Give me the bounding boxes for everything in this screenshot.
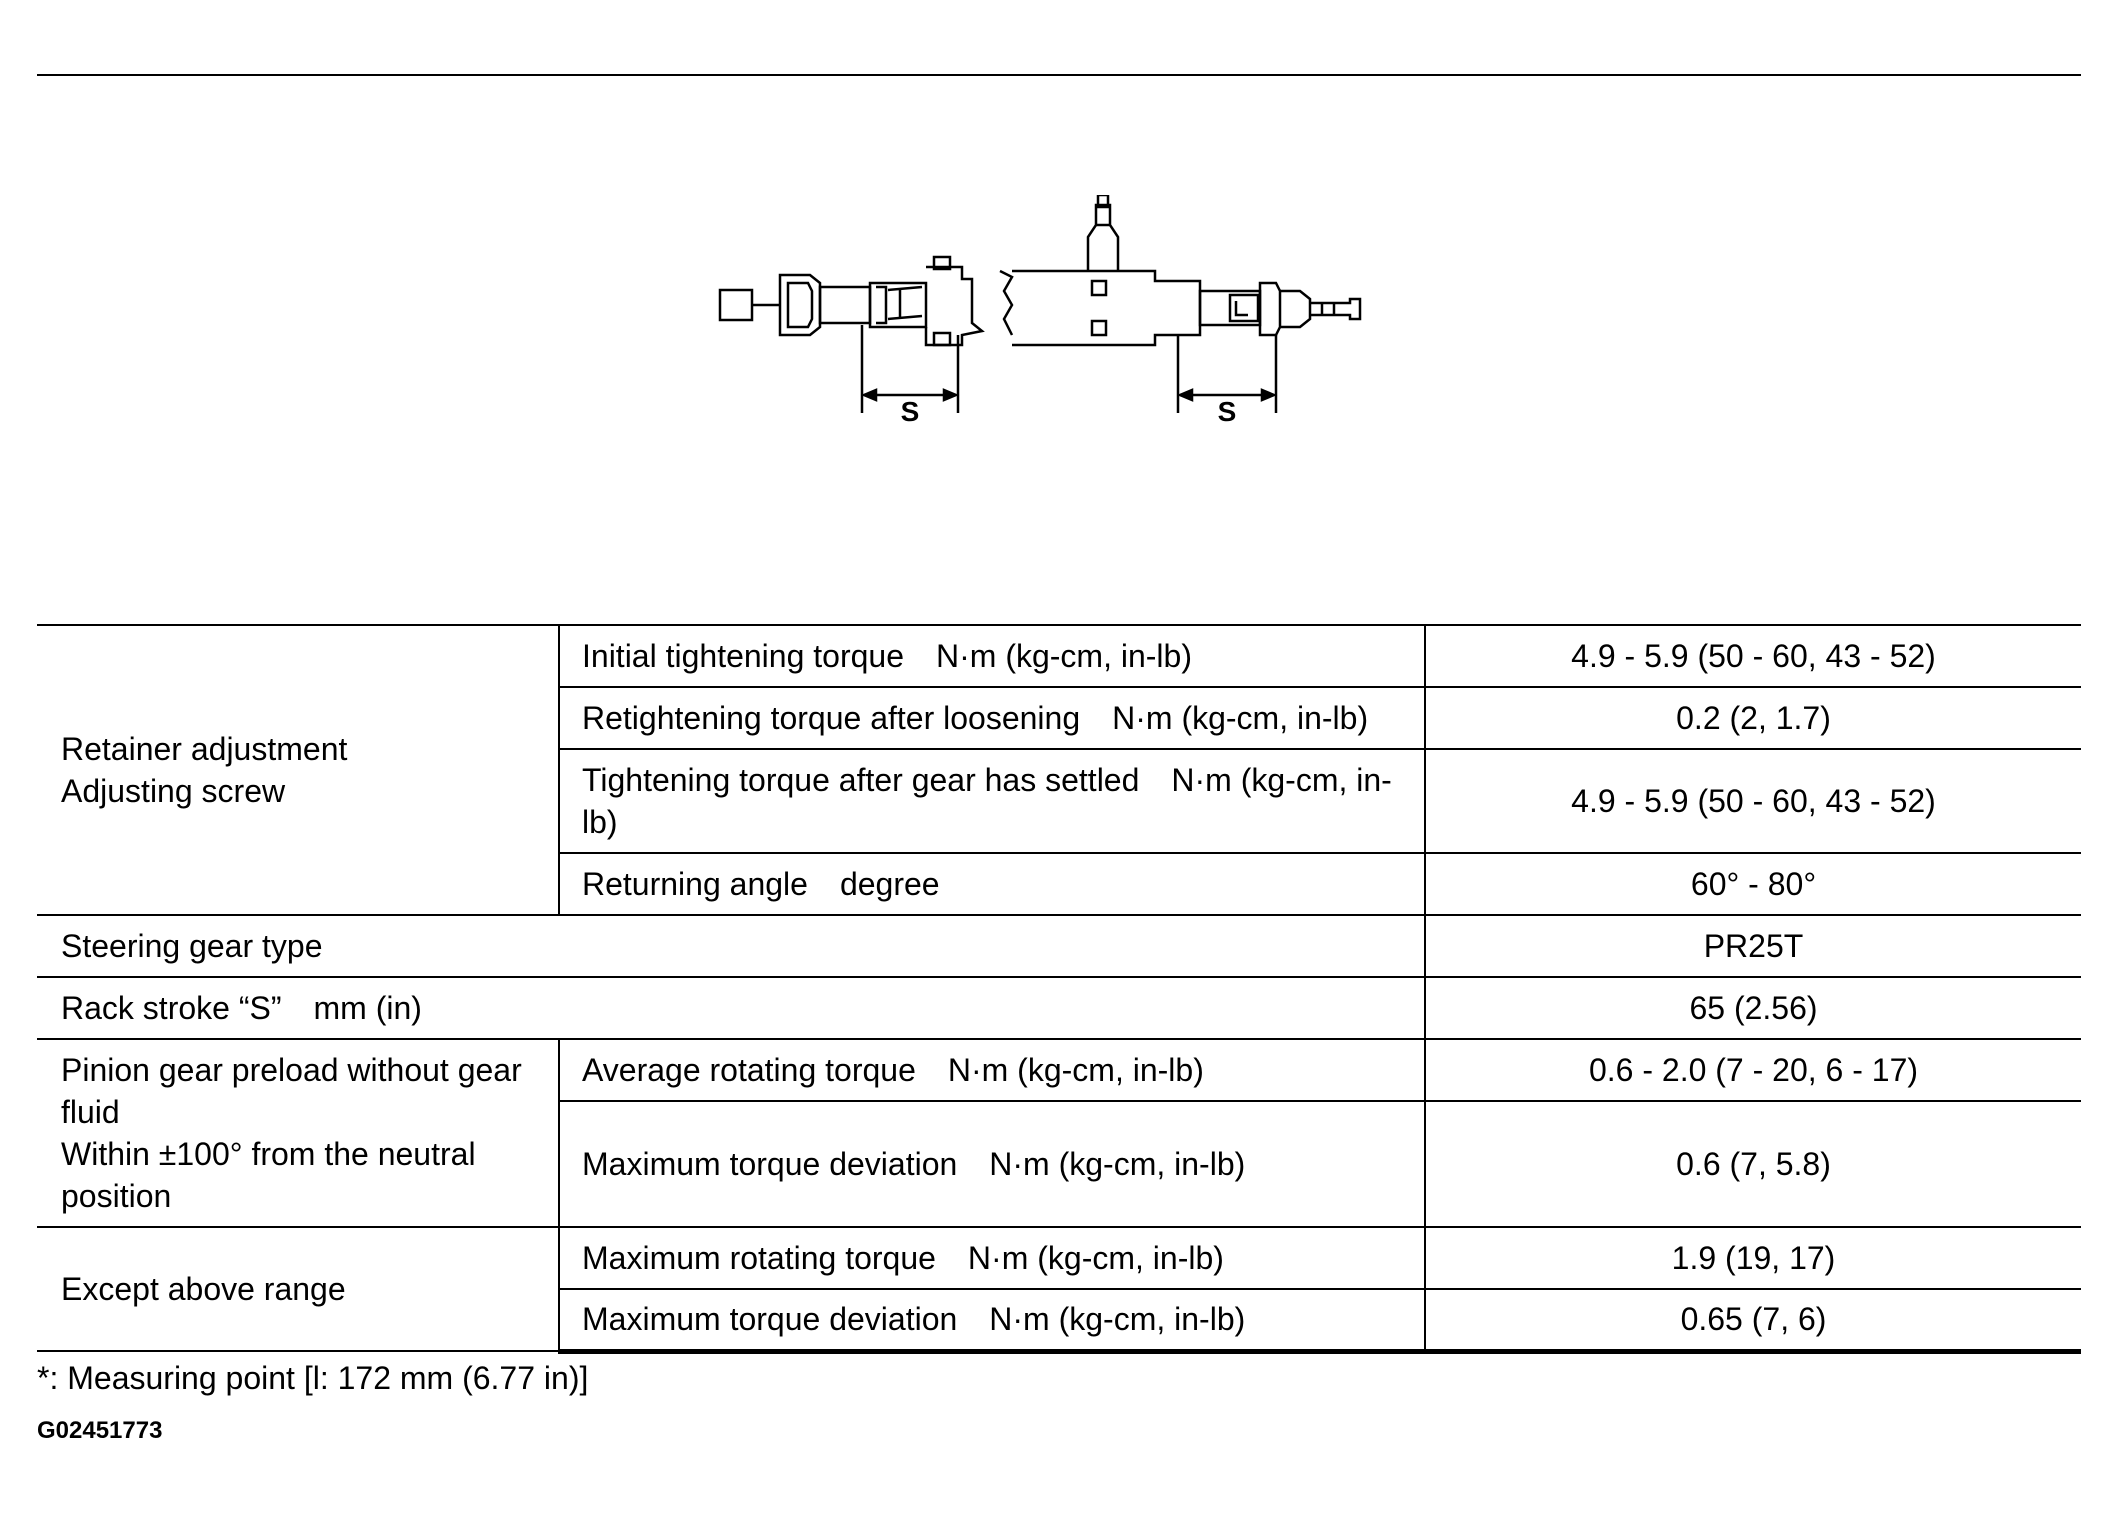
table-row [37,915,2081,977]
value-cell: 0.65 (7, 6) [1425,1289,2081,1351]
dimension-label-left: S [900,396,920,427]
specification-table [37,624,2081,1354]
figure-id: G02451773 [37,1417,163,1444]
group-label-cell: Retainer adjustment Adjusting screw [37,625,559,915]
value-cell: 4.9 - 5.9 (50 - 60, 43 - 52) [1425,625,2081,687]
value-cell: 0.6 - 2.0 (7 - 20, 6 - 17) [1425,1039,2081,1101]
item-label-cell: Returning angle degree [559,853,1425,915]
item-label-cell: Tightening torque after gear has settled N·m (kg-cm, in-lb) [559,749,1425,853]
item-label-cell: Retightening torque after loosening N·m (kg-cm, in-lb) [559,687,1425,749]
right-joint [1260,283,1280,335]
left-rod-end [720,290,752,320]
value-cell: 4.9 - 5.9 (50 - 60, 43 - 52) [1425,749,2081,853]
steering-gear-diagram [700,195,1400,435]
value-cell: 1.9 (19, 17) [1425,1227,2081,1289]
top-rule [37,74,2081,76]
item-label-cell: Maximum torque deviation N·m (kg-cm, in-lb) [559,1289,1425,1351]
group-label-cell: Except above range [37,1227,559,1351]
table-row [37,1039,2081,1101]
item-label-cell: Initial tightening torque N·m (kg-cm, in-lb) [559,625,1425,687]
table-row [37,625,2081,687]
table-row [37,1227,2081,1289]
steering-gear-figure [700,195,1400,435]
value-cell: 0.2 (2, 1.7) [1425,687,2081,749]
value-cell: PR25T [1425,915,2081,977]
value-cell: 65 (2.56) [1425,977,2081,1039]
row-label-cell: Steering gear type [37,915,1425,977]
pinion-shaft [1088,205,1118,271]
specification-table-body [37,625,2081,1351]
footnote: *: Measuring point [l: 172 mm (6.77 in)] [37,1360,589,1396]
dimension-label-right: S [1217,396,1237,427]
item-label-cell: Maximum rotating torque N·m (kg-cm, in-lb) [559,1227,1425,1289]
group-label-cell: Pinion gear preload without gear fluid Within ±100° from the neutral position [37,1039,559,1227]
item-label-cell: Maximum torque deviation N·m (kg-cm, in-lb) [559,1101,1425,1227]
row-label-cell: Rack stroke “S” mm (in) [37,977,1425,1039]
value-cell: 0.6 (7, 5.8) [1425,1101,2081,1227]
value-cell: 60° - 80° [1425,853,2081,915]
table-row [37,977,2081,1039]
item-label-cell: Average rotating torque N·m (kg-cm, in-lb) [559,1039,1425,1101]
